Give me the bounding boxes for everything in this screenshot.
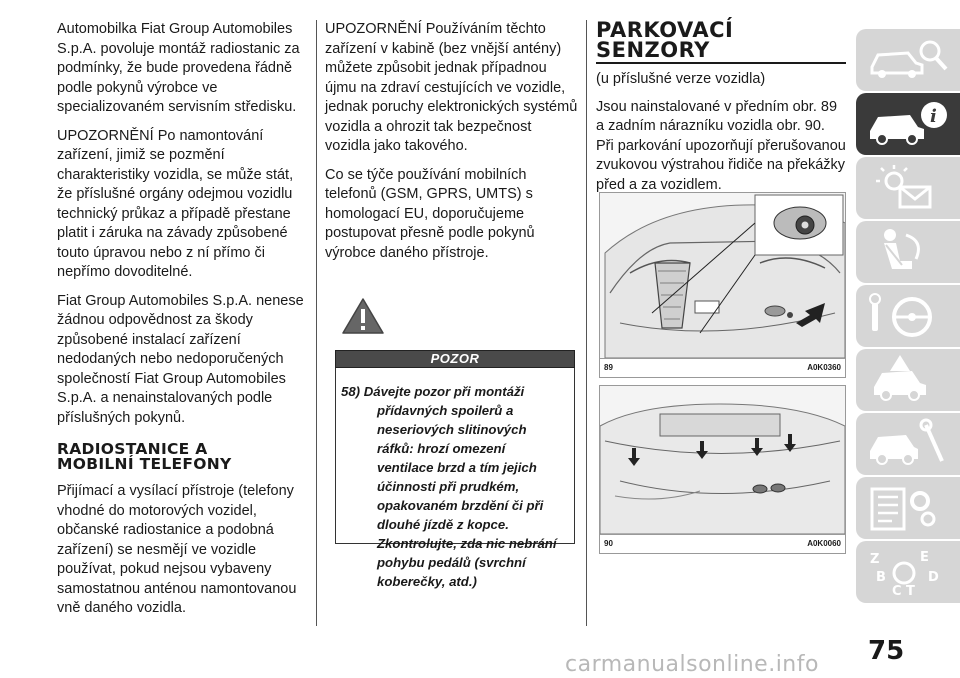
figure-rear-bumper [599,385,846,535]
tab-chapter-starting[interactable] [856,285,960,347]
paragraph-approval: Automobilka Fiat Group Automobiles S.p.A. povoluje montáž radiostanic za podmínky, že bude provedena řádně podle pokynů výrobce ve specializovaném servisním středisku. [57,21,300,115]
page-number: 75 [868,636,905,666]
alphabetical-index-icon [856,541,960,603]
column-divider-1 [316,20,317,626]
warning-title-bar: POZOR [335,350,575,368]
figure-code-89: A0K0360 [807,363,841,372]
svg-text:T: T [906,584,915,599]
subtitle-version: (u příslušné verze vozidla) [596,71,766,87]
paragraph-liability: Fiat Group Automobiles S.p.A. nenese žádnou odpovědnost za škody způsobené instalací zařízení nedodaných nebo nedoporučených společností Fiat Group Automobiles S.p.A. a nenainstalovaných podle příslušných pokynů. [57,292,304,426]
emergency-car-icon [856,349,960,411]
heading-radio-phones [57,442,310,472]
svg-text:i: i [930,106,937,127]
paragraph-mobile-phones: Co se týče používání mobilních telefonů (GSM, GPRS, UMTS) s homologací EU, doporučujeme postupovat přesně podle pokynů výrobce daného přístroje. [325,166,535,261]
steering-wheel-key-icon [856,285,960,347]
specifications-gears-icon [856,477,960,539]
tab-chapter-dashboard[interactable] [856,157,960,219]
dashboard-lights-icon [856,157,960,219]
svg-text:B: B [876,570,886,585]
heading-parking-sensors-line2: SENZORY [596,38,710,62]
heading-parking-sensors [596,20,846,60]
column-left [57,20,310,628]
svg-text:D: D [928,570,939,585]
figure-caption-90 [599,534,846,554]
tab-chapter-specifications[interactable] [856,477,960,539]
warning-number: 58) [341,384,361,399]
warning-block [335,297,578,589]
tab-chapter-emergency[interactable] [856,349,960,411]
warning-box [335,368,575,589]
paragraph-cabin-warning: UPOZORNĚNÍ Používáním těchto zařízení v kabině (bez vnější antény) můžete způsobit jednak případnou újmu na zdraví cestujících ve vozidle, jednak poruchy elektronických systémů vozidla a ohrozit tak bezpečnost vozidla jako takového. [325,21,578,154]
warning-text [341,382,564,591]
car-search-icon [856,29,960,91]
figure-caption-89 [599,358,846,378]
paragraph-transmitters: Přijímací a vysílací přístroje (telefony vhodné do motorových vozidel, občanské radiostanice a podobná zařízení) se nesmějí ve vozidle používat, pokud nejsou vybaveny samostatnou anténou namontovanou vně daného vozidla. [57,483,297,616]
figure-number-89: 89 [604,363,613,372]
warning-triangle-icon [341,297,385,335]
svg-text:Z: Z [870,552,880,567]
svg-text:E: E [920,550,929,565]
airbag-seat-icon [856,221,960,283]
heading-parking-sensors-line1: PARKOVACÍ [596,18,734,42]
rear-bumper-illustration [600,386,845,534]
watermark: carmanualsonline.info [565,652,819,677]
heading-radio-phones-line2: MOBILNÍ TELEFONY [57,455,232,473]
warning-body: Dávejte pozor při montáži přídavných spoilerů a neseriových slitinových ráfků: hrozí omezení ventilace brzd a tím jejich účinnosti při prudkém, opakovaném brzdění či při dlouhé jízdě z kopce. Zkontrolujte, zda nic nebrání pohybu pedálů (svrchní koberečky, atd.) [363,384,557,589]
heading-radio-phones-line1: RADIOSTANICE A [57,440,208,458]
column-middle [325,20,578,589]
column-right [596,20,846,204]
tab-chapter-car-info[interactable] [856,93,960,155]
paragraph-sensors: Jsou nainstalované v předním obr. 89 a zadním nárazníku vozidla obr. 90. Při parkování upozorňují přerušovanou zvukovou výstrahou řidiče na překážky před a za vozidlem. [596,98,846,193]
svg-text:C: C [892,584,902,599]
heading-underline [596,62,846,64]
tab-chapter-index[interactable] [856,541,960,603]
car-info-icon [856,93,960,155]
tab-chapter-maintenance[interactable] [856,413,960,475]
car-wrench-icon [856,413,960,475]
tab-chapter-knowing-car[interactable] [856,29,960,91]
figure-code-90: A0K0060 [807,539,841,548]
tab-chapter-safety[interactable] [856,221,960,283]
front-bumper-illustration [600,193,845,358]
paragraph-warning-modification: UPOZORNĚNÍ Po namontování zařízení, jimiž se pozmění charakteristiky vozidla, se může stát, že příslušné orgány odejmou vozidlu technický průkaz a případě přestane platit i záruka na závady způsobené touto úpravou nebo z ní přímo či nepřímo dovoditelné. [57,127,294,280]
figure-number-90: 90 [604,539,613,548]
figure-front-bumper [599,192,846,359]
column-divider-2 [586,20,587,626]
